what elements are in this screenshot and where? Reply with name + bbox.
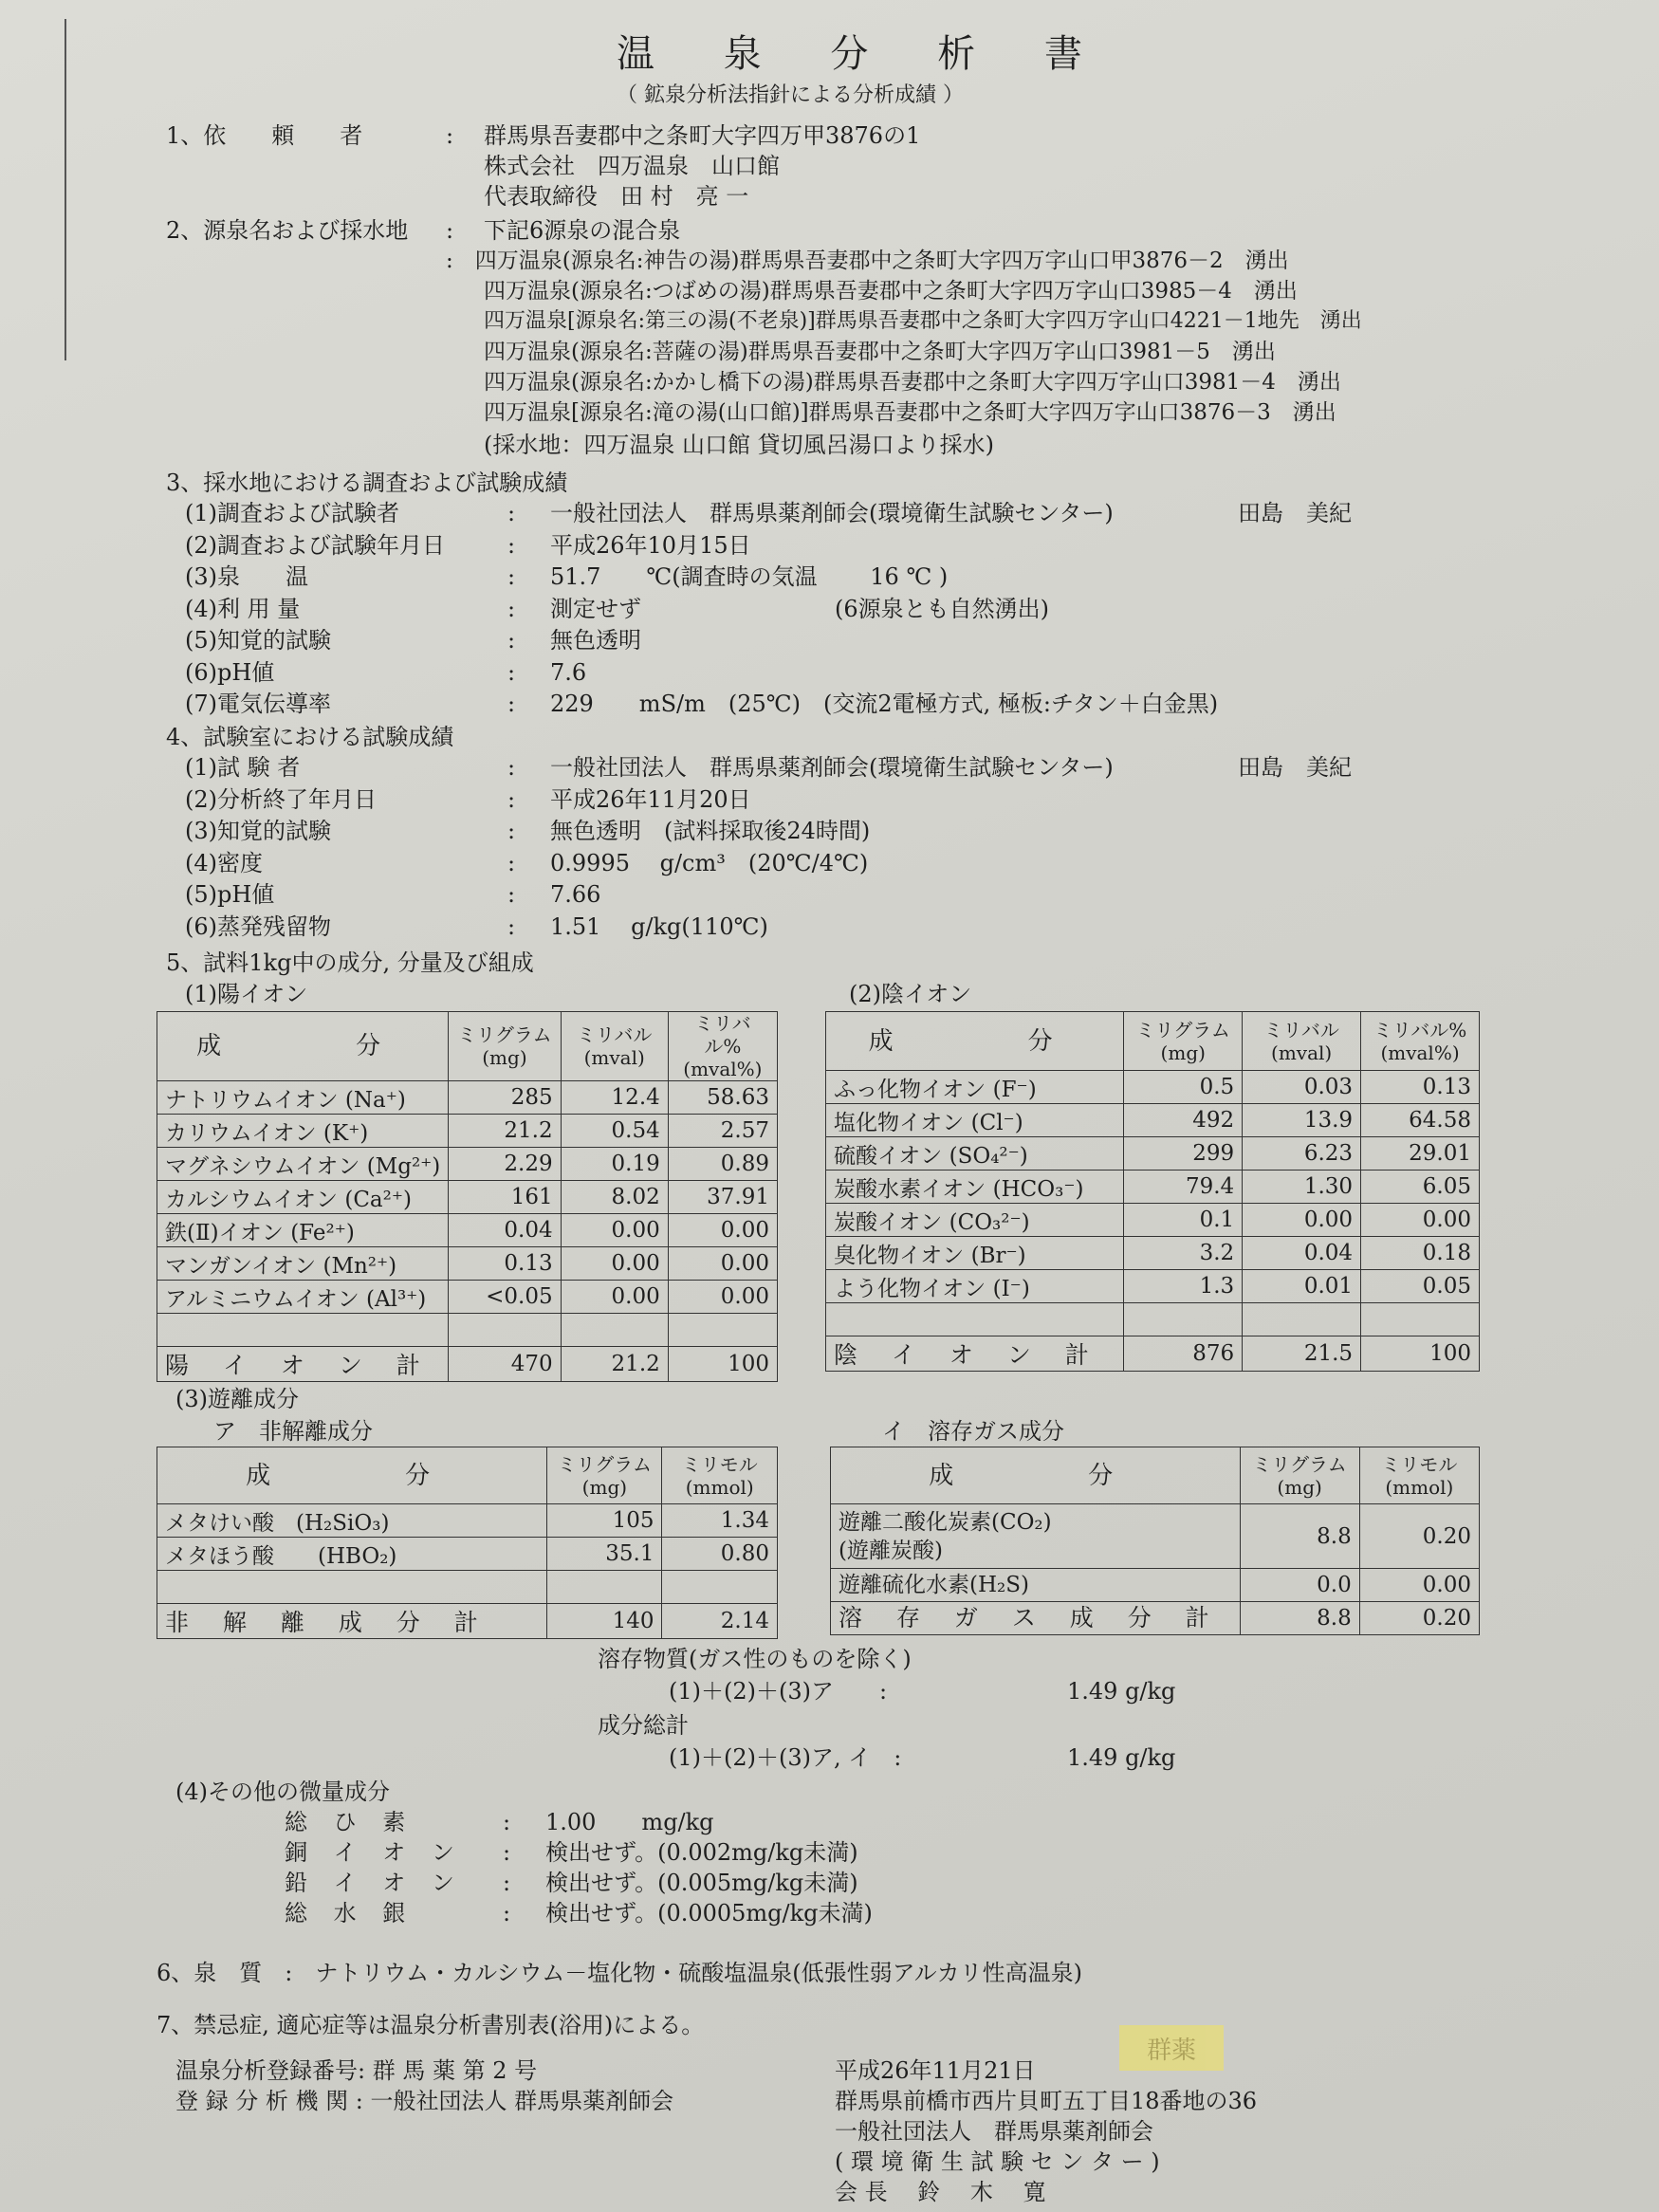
s2-line: 四万温泉[源泉名:滝の湯(山口館)]群馬県吾妻郡中之条町大字四万字山口3876－3 湧出 bbox=[484, 400, 1336, 425]
value-cell: 0.03 bbox=[1243, 1071, 1361, 1104]
field-value: 平成26年10月15日 bbox=[550, 531, 751, 559]
field-colon: : bbox=[507, 531, 516, 559]
field-label: (3)泉 温 bbox=[185, 563, 308, 590]
field-value-extra: 田島 美紀 bbox=[1238, 500, 1352, 526]
component-name: 炭酸イオン (CO₃²⁻) bbox=[826, 1204, 1124, 1237]
component-name: 陰 イ オ ン 計 bbox=[826, 1336, 1124, 1372]
value-cell bbox=[547, 1571, 662, 1604]
component-name: マグネシウムイオン (Mg²⁺) bbox=[157, 1148, 449, 1181]
field-label: (2)調査および試験年月日 bbox=[185, 531, 445, 559]
value-cell bbox=[1124, 1303, 1243, 1336]
component-name bbox=[157, 1314, 449, 1347]
field-value: 測定せず bbox=[550, 595, 641, 622]
table-row bbox=[157, 1314, 778, 1347]
table-row bbox=[157, 1504, 778, 1538]
table-row bbox=[826, 1270, 1480, 1303]
table-row bbox=[826, 1336, 1480, 1372]
trace-name: 総 ひ 素 bbox=[285, 1809, 415, 1835]
trace-colon: : bbox=[503, 1839, 511, 1866]
field-value: 無色透明 (試料採取後24時間) bbox=[550, 818, 871, 844]
value-cell: 2.57 bbox=[668, 1115, 777, 1148]
s2-line: 四万温泉(源泉名:つばめの湯)群馬県吾妻郡中之条町大字四万字山口3985－4 湧出 bbox=[484, 279, 1298, 304]
field-label: (4)密度 bbox=[185, 849, 263, 876]
value-cell: 0.00 bbox=[668, 1281, 777, 1314]
value-cell: 21.5 bbox=[1243, 1336, 1361, 1372]
field-label: (5)知覚的試験 bbox=[185, 627, 331, 654]
undissociated-label: ア 非解離成分 bbox=[213, 1418, 373, 1445]
spring-quality: 6、泉 質 : ナトリウム・カルシウム－塩化物・硫酸塩温泉(低張性弱アルカリ性高温泉) bbox=[157, 1960, 1083, 1986]
field-value: 1.51 g/kg(110℃) bbox=[550, 912, 768, 940]
value-cell: 140 bbox=[547, 1604, 662, 1639]
col-mvalp: ミリバル% (mval%) bbox=[668, 1012, 777, 1081]
s2-line: : 四万温泉(源泉名:神告の湯)群馬県吾妻郡中之条町大字四万字山口甲3876－2 湧出 bbox=[446, 249, 1289, 273]
col-mg: ミリグラム (mg) bbox=[1240, 1447, 1359, 1504]
value-cell: 100 bbox=[668, 1347, 777, 1382]
value-cell: 0.04 bbox=[1243, 1237, 1361, 1270]
s2-line: 四万温泉(源泉名:かかし橋下の湯)群馬県吾妻郡中之条町大字四万字山口3981－4 湧出 bbox=[484, 370, 1341, 395]
value-cell: <0.05 bbox=[449, 1281, 561, 1314]
value-cell: 37.91 bbox=[668, 1181, 777, 1214]
field-colon: : bbox=[507, 627, 516, 654]
table-row bbox=[157, 1214, 778, 1247]
trace-colon: : bbox=[503, 1900, 511, 1926]
registration-number: 温泉分析登録番号: 群 馬 薬 第 2 号 bbox=[175, 2057, 538, 2084]
table-row bbox=[157, 1604, 778, 1639]
value-cell: 161 bbox=[449, 1181, 561, 1214]
value-cell: 21.2 bbox=[561, 1347, 668, 1382]
value-cell: 0.00 bbox=[1359, 1569, 1479, 1602]
component-name: メタけい酸 (H₂SiO₃) bbox=[157, 1504, 547, 1538]
field-colon: : bbox=[507, 818, 516, 844]
component-name bbox=[826, 1303, 1124, 1336]
value-cell: 100 bbox=[1361, 1336, 1480, 1372]
seal-stamp: 群薬 bbox=[1119, 2025, 1224, 2071]
value-cell: 0.1 bbox=[1124, 1204, 1243, 1237]
table-row bbox=[826, 1204, 1480, 1237]
table-row bbox=[157, 1538, 778, 1571]
value-cell: 0.01 bbox=[1243, 1270, 1361, 1303]
value-cell: 13.9 bbox=[1243, 1104, 1361, 1137]
table-row bbox=[157, 1115, 778, 1148]
value-cell: 0.20 bbox=[1359, 1504, 1479, 1569]
dissolved-label: 溶存物質(ガス性のものを除く) bbox=[598, 1646, 912, 1672]
component-name: 遊離二酸化炭素(CO₂) (遊離炭酸) bbox=[831, 1504, 1241, 1569]
field-value: 無色透明 bbox=[550, 627, 641, 654]
value-cell: 0.00 bbox=[668, 1247, 777, 1281]
field-label: (2)分析終了年月日 bbox=[185, 785, 377, 813]
value-cell: 35.1 bbox=[547, 1538, 662, 1571]
value-cell bbox=[561, 1314, 668, 1347]
col-mvalp: ミリバル% (mval%) bbox=[1361, 1012, 1480, 1071]
field-colon: : bbox=[507, 849, 516, 876]
col-mmol: ミリモル (mmol) bbox=[662, 1447, 778, 1504]
value-cell: 0.19 bbox=[561, 1148, 668, 1181]
col-mmol: ミリモル (mmol) bbox=[1359, 1447, 1479, 1504]
field-label: (3)知覚的試験 bbox=[185, 818, 331, 844]
component-name bbox=[157, 1571, 547, 1604]
field-value-extra: 田島 美紀 bbox=[1238, 754, 1352, 781]
field-colon: : bbox=[507, 881, 516, 908]
field-label: (5)pH値 bbox=[185, 881, 275, 908]
value-cell: 21.2 bbox=[449, 1115, 561, 1148]
value-cell: 0.89 bbox=[668, 1148, 777, 1181]
table-row bbox=[826, 1137, 1480, 1171]
org-center: ( 環 境 衛 生 試 験 セ ン タ ー ) bbox=[835, 2148, 1160, 2175]
s1-line: 株式会社 四万温泉 山口館 bbox=[484, 153, 780, 179]
org-address: 群馬県前橋市西片貝町五丁目18番地の36 bbox=[835, 2088, 1258, 2114]
value-cell: 0.00 bbox=[561, 1247, 668, 1281]
component-name: 臭化物イオン (Br⁻) bbox=[826, 1237, 1124, 1270]
dissolved-formula: (1)＋(2)＋(3)ア : bbox=[669, 1678, 888, 1705]
value-cell: 3.2 bbox=[1124, 1237, 1243, 1270]
trace-colon: : bbox=[503, 1870, 511, 1896]
field-value: 7.66 bbox=[550, 881, 601, 908]
table-row bbox=[157, 1148, 778, 1181]
col-component: 成 分 bbox=[826, 1012, 1124, 1071]
value-cell: 1.30 bbox=[1243, 1171, 1361, 1204]
field-colon: : bbox=[507, 563, 516, 590]
field-label: (6)pH値 bbox=[185, 658, 275, 686]
component-name: 硫酸イオン (SO₄²⁻) bbox=[826, 1137, 1124, 1171]
component-name: マンガンイオン (Mn²⁺) bbox=[157, 1247, 449, 1281]
value-cell: 0.13 bbox=[1361, 1071, 1480, 1104]
value-cell: 105 bbox=[547, 1504, 662, 1538]
trace-value: 1.00 mg/kg bbox=[545, 1809, 714, 1835]
value-cell: 0.0 bbox=[1240, 1569, 1359, 1602]
field-label: (7)電気伝導率 bbox=[185, 691, 331, 717]
field-label: (1)調査および試験者 bbox=[185, 500, 399, 526]
value-cell: 58.63 bbox=[668, 1081, 777, 1115]
field-label: (6)蒸発残留物 bbox=[185, 912, 331, 940]
table-row bbox=[826, 1303, 1480, 1336]
value-cell: 1.3 bbox=[1124, 1270, 1243, 1303]
value-cell: 876 bbox=[1124, 1336, 1243, 1372]
col-mg: ミリグラム (mg) bbox=[547, 1447, 662, 1504]
field-value: 0.9995 g/cm³ (20℃/4℃) bbox=[550, 849, 869, 876]
value-cell: 64.58 bbox=[1361, 1104, 1480, 1137]
value-cell: 0.04 bbox=[449, 1214, 561, 1247]
s2-line: 下記6源泉の混合泉 bbox=[484, 217, 681, 244]
field-value-extra: (6源泉とも自然湧出) bbox=[835, 595, 1049, 622]
value-cell: 8.8 bbox=[1240, 1504, 1359, 1569]
component-name: カリウムイオン (K⁺) bbox=[157, 1115, 449, 1148]
table-row bbox=[831, 1569, 1480, 1602]
s1-line: 群馬県吾妻郡中之条町大字四万甲3876の1 bbox=[484, 122, 921, 149]
value-cell: 79.4 bbox=[1124, 1171, 1243, 1204]
col-mg: ミリグラム (mg) bbox=[1124, 1012, 1243, 1071]
s4-label: 4、試験室における試験成績 bbox=[166, 724, 454, 750]
component-name: 溶 存 ガ ス 成 分 計 bbox=[831, 1602, 1241, 1635]
value-cell: 0.00 bbox=[1243, 1204, 1361, 1237]
value-cell: 0.18 bbox=[1361, 1237, 1480, 1270]
trace-name: 鉛 イ オ ン bbox=[285, 1870, 464, 1896]
contraindications: 7、禁忌症, 適応症等は温泉分析書別表(浴用)による。 bbox=[157, 2012, 705, 2038]
field-colon: : bbox=[507, 500, 516, 526]
value-cell: 29.01 bbox=[1361, 1137, 1480, 1171]
table-row bbox=[157, 1571, 778, 1604]
field-label: (4)利 用 量 bbox=[185, 595, 301, 622]
value-cell bbox=[449, 1314, 561, 1347]
value-cell: 0.13 bbox=[449, 1247, 561, 1281]
value-cell: 0.05 bbox=[1361, 1270, 1480, 1303]
total-formula: (1)＋(2)＋(3)ア, イ : bbox=[669, 1744, 902, 1771]
table-row bbox=[157, 1081, 778, 1115]
value-cell bbox=[1243, 1303, 1361, 1336]
value-cell: 6.05 bbox=[1361, 1171, 1480, 1204]
s1-line: 代表取締役 田 村 亮 一 bbox=[484, 183, 749, 210]
dissolved-gas-label: イ 溶存ガス成分 bbox=[882, 1418, 1064, 1445]
col-component: 成 分 bbox=[157, 1447, 547, 1504]
value-cell: 8.8 bbox=[1240, 1602, 1359, 1635]
component-name: ナトリウムイオン (Na⁺) bbox=[157, 1081, 449, 1115]
field-value: 一般社団法人 群馬県薬剤師会(環境衛生試験センター) bbox=[550, 500, 1114, 526]
anion-label: (2)陰イオン bbox=[849, 981, 972, 1007]
value-cell: 0.54 bbox=[561, 1115, 668, 1148]
margin-line bbox=[65, 19, 66, 360]
component-name: 陽 イ オ ン 計 bbox=[157, 1347, 449, 1382]
component-name: メタほう酸 (HBO₂) bbox=[157, 1538, 547, 1571]
value-cell: 492 bbox=[1124, 1104, 1243, 1137]
table-row bbox=[831, 1602, 1480, 1635]
registered-institution: 登 録 分 析 機 関 : 一般社団法人 群馬県薬剤師会 bbox=[175, 2088, 674, 2114]
field-colon: : bbox=[507, 658, 516, 686]
trace-value: 検出せず。(0.002mg/kg未満) bbox=[545, 1839, 858, 1866]
component-name: よう化物イオン (I⁻) bbox=[826, 1270, 1124, 1303]
value-cell: 0.20 bbox=[1359, 1602, 1479, 1635]
value-cell: 0.80 bbox=[662, 1538, 778, 1571]
org-chair: 会 長 鈴 木 寛 bbox=[835, 2179, 1046, 2205]
trace-label: (4)その他の微量成分 bbox=[175, 1779, 390, 1805]
field-value: 229 mS/m (25℃) (交流2電極方式, 極板:チタン＋白金黒) bbox=[550, 691, 1219, 717]
table-row bbox=[826, 1071, 1480, 1104]
value-cell: 12.4 bbox=[561, 1081, 668, 1115]
col-component: 成 分 bbox=[831, 1447, 1241, 1504]
s3-label: 3、採水地における調査および試験成績 bbox=[166, 470, 568, 496]
cation-label: (1)陽イオン bbox=[185, 981, 308, 1007]
value-cell: 0.00 bbox=[1361, 1204, 1480, 1237]
field-label: (1)試 験 者 bbox=[185, 754, 301, 781]
cation-table bbox=[157, 1011, 778, 1382]
component-name: アルミニウムイオン (Al³⁺) bbox=[157, 1281, 449, 1314]
table-row bbox=[157, 1347, 778, 1382]
value-cell: 285 bbox=[449, 1081, 561, 1115]
col-mval: ミリバル (mval) bbox=[561, 1012, 668, 1081]
value-cell: 299 bbox=[1124, 1137, 1243, 1171]
component-name: 炭酸水素イオン (HCO₃⁻) bbox=[826, 1171, 1124, 1204]
total-label: 成分総計 bbox=[598, 1712, 689, 1739]
s5-label: 5、試料1kg中の成分, 分量及び組成 bbox=[166, 949, 534, 976]
field-colon: : bbox=[507, 691, 516, 717]
table-row bbox=[157, 1181, 778, 1214]
value-cell bbox=[668, 1314, 777, 1347]
field-colon: : bbox=[507, 912, 516, 940]
field-value: 平成26年11月20日 bbox=[550, 785, 751, 813]
table-row bbox=[831, 1504, 1480, 1569]
field-colon: : bbox=[507, 595, 516, 622]
field-value: 一般社団法人 群馬県薬剤師会(環境衛生試験センター) bbox=[550, 754, 1114, 781]
undissociated-table bbox=[157, 1447, 778, 1639]
component-name: カルシウムイオン (Ca²⁺) bbox=[157, 1181, 449, 1214]
value-cell: 0.00 bbox=[561, 1281, 668, 1314]
s2-line: (採水地：四万温泉 山口館 貸切風呂湯口より採水) bbox=[484, 432, 994, 458]
table-row bbox=[826, 1171, 1480, 1204]
trace-colon: : bbox=[503, 1809, 511, 1835]
col-mval: ミリバル (mval) bbox=[1243, 1012, 1361, 1071]
field-colon: : bbox=[507, 754, 516, 781]
component-name: 塩化物イオン (Cl⁻) bbox=[826, 1104, 1124, 1137]
s2-line: 四万温泉(源泉名:菩薩の湯)群馬県吾妻郡中之条町大字四万字山口3981－5 湧出 bbox=[484, 340, 1276, 364]
value-cell: 2.14 bbox=[662, 1604, 778, 1639]
document-title: 温 泉 分 析 書 bbox=[617, 32, 1111, 76]
value-cell bbox=[662, 1571, 778, 1604]
field-value: 51.7 ℃(調査時の気温 16 ℃ ) bbox=[550, 563, 949, 590]
anion-table bbox=[825, 1011, 1480, 1372]
free-components-label: (3)遊離成分 bbox=[175, 1386, 299, 1412]
trace-value: 検出せず。(0.005mg/kg未満) bbox=[545, 1870, 858, 1896]
s2-label: 2、源泉名および採水地 bbox=[166, 217, 409, 244]
trace-name: 銅 イ オ ン bbox=[285, 1839, 464, 1866]
field-colon: : bbox=[507, 785, 516, 813]
value-cell: 1.34 bbox=[662, 1504, 778, 1538]
table-row bbox=[826, 1104, 1480, 1137]
s1-colon: : bbox=[446, 122, 454, 149]
component-name: ふっ化物イオン (F⁻) bbox=[826, 1071, 1124, 1104]
table-row bbox=[157, 1281, 778, 1314]
dissolved-value: 1.49 g/kg bbox=[1067, 1678, 1176, 1705]
org-name: 一般社団法人 群馬県薬剤師会 bbox=[835, 2118, 1153, 2145]
value-cell: 0.00 bbox=[668, 1214, 777, 1247]
total-value: 1.49 g/kg bbox=[1067, 1744, 1176, 1771]
table-row bbox=[826, 1237, 1480, 1270]
value-cell bbox=[1361, 1303, 1480, 1336]
component-name: 非 解 離 成 分 計 bbox=[157, 1604, 547, 1639]
value-cell: 6.23 bbox=[1243, 1137, 1361, 1171]
value-cell: 0.5 bbox=[1124, 1071, 1243, 1104]
s1-label: 1、依 頼 者 bbox=[166, 122, 363, 149]
trace-value: 検出せず。(0.0005mg/kg未満) bbox=[545, 1900, 873, 1926]
trace-name: 総 水 銀 bbox=[285, 1900, 415, 1926]
table-row bbox=[157, 1247, 778, 1281]
col-component: 成 分 bbox=[157, 1012, 449, 1081]
s2-line: 四万温泉[源泉名:第三の湯(不老泉)]群馬県吾妻郡中之条町大字四万字山口4221－1地先 湧出 bbox=[484, 309, 1362, 333]
component-name: 鉄(Ⅱ)イオン (Fe²⁺) bbox=[157, 1214, 449, 1247]
value-cell: 470 bbox=[449, 1347, 561, 1382]
s2-colon: : bbox=[446, 217, 454, 244]
value-cell: 2.29 bbox=[449, 1148, 561, 1181]
gas-table bbox=[830, 1447, 1480, 1635]
field-value: 7.6 bbox=[550, 658, 587, 686]
issue-date: 平成26年11月21日 bbox=[835, 2057, 1036, 2084]
value-cell: 8.02 bbox=[561, 1181, 668, 1214]
value-cell: 0.00 bbox=[561, 1214, 668, 1247]
document-subtitle: （ 鉱泉分析法指針による分析成績 ） bbox=[617, 83, 964, 107]
component-name: 遊離硫化水素(H₂S) bbox=[831, 1569, 1241, 1602]
col-mg: ミリグラム (mg) bbox=[449, 1012, 561, 1081]
